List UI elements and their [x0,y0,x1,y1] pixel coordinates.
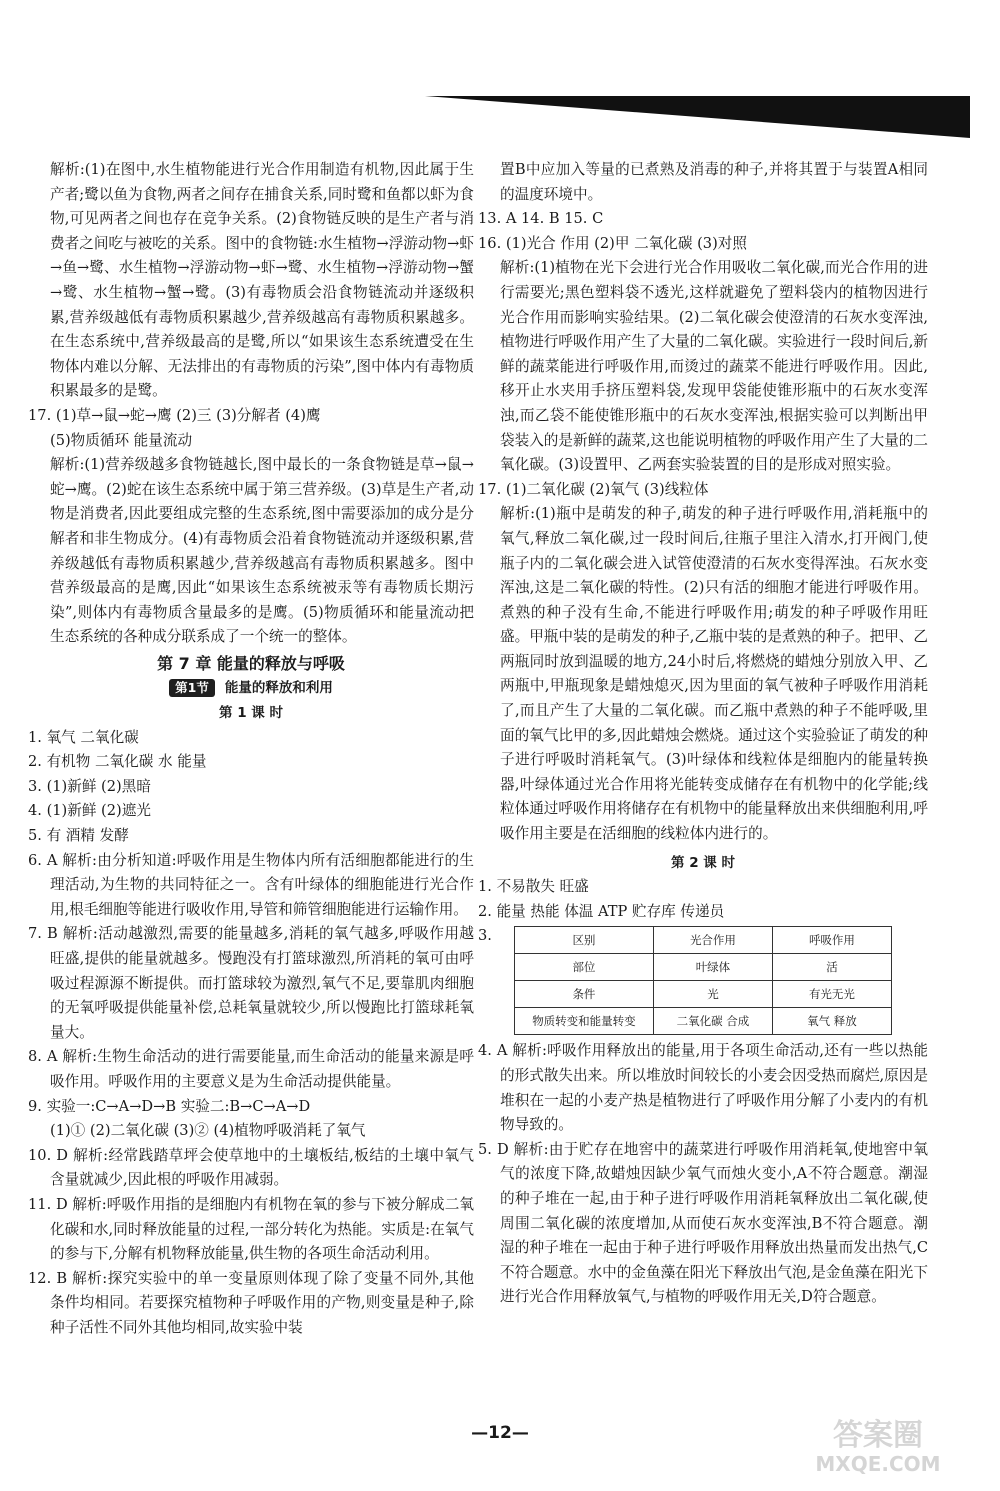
answer-17-part5: (5)物质循环 能量流动 [50,431,193,449]
table-cell: 物质转变和能量转变 [514,1008,653,1035]
answer-13-15: 13. A 14. B 15. C [478,210,604,228]
answer-5: 5. 有 酒精 发酵 [28,827,129,845]
table-cell: 区别 [514,927,653,954]
table-row [514,1008,891,1035]
answer-12-continued: 置B中应加入等量的已煮熟及消毒的种子,并将其置于与装置A相同的温度环境中。 [500,161,928,203]
answer-2: 2. 有机物 二氧化碳 水 能量 [28,753,207,771]
lesson-2-title: 第 2 课 时 [671,854,735,871]
answer-17-analysis: 解析:(1)瓶中是萌发的种子,萌发的种子进行呼吸作用,消耗瓶中的氧气,释放二氧化碳,过一段时间后,往瓶子里注入清水,打开阀门,使瓶子内的二氧化碳会进入试管使澄清的石灰水变得浑浊。石灰水变浑浊,这是二氧化碳的特性。(2)只有活的细胞才能进行呼吸作用。煮熟的种子没有生命,不能进行呼吸作用;萌发的种子呼吸作用旺盛。甲瓶中装的是萌发的种子,乙瓶中装的是煮熟的种子。把甲、乙两瓶同时放到温暖的地方,24小时后,将燃烧的蜡烛分别放入甲、乙两瓶中,甲瓶现象是蜡烛熄灭,因为里面的氧气被种子呼吸作用消耗了,而且产生了大量的二氧化碳。而乙瓶中煮熟的种子不能呼吸,里面的氧气比甲的多,因此蜡烛会燃烧。通过这个实验验证了萌发的种子进行呼吸时消耗氧气。(3)叶绿体和线粒体是细胞内的能量转换器,叶绿体通过光合作用将光能转变成储存在有机物中的化学能;线粒体通过呼吸作用将储存在有机物中的能量释放出来供细胞利用,呼吸作用主要是在活细胞的线粒体内进行的。 [500,505,928,843]
lesson2-answer-3 [478,924,928,1039]
answer-16: 16. (1)光合 作用 (2)甲 二氧化碳 (3)对照 [478,234,747,252]
left-column [28,158,474,1341]
table-cell: 条件 [514,981,653,1008]
table-cell: 呼吸作用 [772,927,891,954]
table-cell: 氧气 释放 [772,1008,891,1035]
right-column [478,158,928,1310]
answer-9: 9. 实验一:C→A→D→B 实验二:B→C→A→D [28,1097,311,1115]
table-row [514,954,891,981]
answer-12: 12. B 解析:探究实验中的单一变量原则体现了除了变量不同外,其他条件均相同。若要探究植物种子呼吸作用的产物,则变量是种子,除种子活性不同外其他均相同,故实验中装 [28,1269,474,1336]
lesson2-answer-5: 5. D 解析:由于贮存在地窖中的蔬菜进行呼吸作用消耗氧,使地窖中氧气的浓度下降,故蜡烛因缺少氧气而烛火变小,A不符合题意。潮湿的种子堆在一起,由于种子进行呼吸作用消耗氧释放出二氧化碳,使周围二氧化碳的浓度增加,从而使石灰水变浑浊,B不符合题意。潮湿的种子堆在一起由于种子进行呼吸作用释放出热量而发出热气,C不符合题意。水中的金鱼藻在阳光下释放出气泡,是金鱼藻在阳光下进行光合作用释放氧气,与植物的呼吸作用无关,D符合题意。 [478,1140,928,1306]
section-badge: 第1节 [169,679,215,697]
table-cell: 叶绿体 [653,954,772,981]
lesson2-answer-2: 2. 能量 热能 体温 ATP 贮存库 传递员 [478,902,725,920]
chapter-title: 第 7 章 能量的释放与呼吸 [157,653,345,673]
answer-7: 7. B 解析:活动越激烈,需要的能量越多,消耗的氧气越多,呼吸作用越旺盛,提供的能量就越多。慢跑没有打篮球激烈,所消耗的氧可由呼吸过程源源不断提供。而打篮球较为激烈,氧气不足,要靠肌肉细胞的无氧呼吸提供能量补偿,总耗氧量就较少,所以慢跑比打篮球耗氧量大。 [28,925,474,1041]
table-cell: 活 [772,954,891,981]
answer-16-analysis: 解析:(1)植物在光下会进行光合作用吸收二氧化碳,而光合作用的进行需要光;黑色塑料袋不透光,这样就避免了塑料袋内的植物因进行光合作用而影响实验结果。(2)二氧化碳会使澄清的石灰水变浑浊,植物进行呼吸作用产生了大量的二氧化碳。实验进行一段时间后,新鲜的蔬菜能进行呼吸作用,而烫过的蔬菜不能进行呼吸作用。因此,移开止水夹用手挤压塑料袋,发现甲袋能使锥形瓶中的石灰水变浑浊,而乙袋不能使锥形瓶中的石灰水变浑浊,根据实验可以判断出甲袋装入的是新鲜的蔬菜,这也能说明植物的呼吸作用产生了大量的二氧化碳。(3)设置甲、乙两套实验装置的目的是形成对照实验。 [500,259,928,474]
lesson2-answer-1: 1. 不易散失 旺盛 [478,878,589,896]
answer-9-parts: (1)① (2)二氧化碳 (3)② (4)植物呼吸消耗了氧气 [50,1122,366,1140]
page-number: —12— [471,1423,529,1443]
answer-17: 17. (1)草→鼠→蛇→鹰 (2)三 (3)分解者 (4)鹰 [28,406,321,424]
header-bar-decoration [425,96,970,138]
answer-17: 17. (1)二氧化碳 (2)氧气 (3)线粒体 [478,480,709,498]
answer-3-number: 3. [478,927,492,945]
analysis-paragraph: 解析:(1)在图中,水生植物能进行光合作用制造有机物,因此属于生产者;鹭以鱼为食物,两者之间存在捕食关系,同时鹭和鱼都以虾为食物,可见两者之间也存在竞争关系。(2)食物链反映的是生产者与消费者之间吃与被吃的关系。图中的食物链:水生植物→浮游动物→虾→鱼→鹭、水生植物→浮游动物→虾→鹭、水生植物→浮游动物→蟹→鹭、水生植物→蟹→鹭。(3)有毒物质会沿食物链流动并逐级积累,营养级越低有毒物质积累越少,营养级越高有毒物质积累越多。在生态系统中,营养级最高的是鹭,所以“如果该生态系统遭受在生物体内难以分解、无法排出的有毒物质的污染”,图中体内有毒物质积累最多的是鹭。 [50,161,474,400]
lesson2-answer-4: 4. A 解析:呼吸作用释放出的能量,用于各项生命活动,还有一些以热能的形式散失出来。所以堆放时间较长的小麦会因受热而腐烂,原因是堆积在一起的小麦产热是植物进行了呼吸作用分解了小麦内的有机物导致的。 [478,1042,928,1134]
section-title: 能量的释放和利用 [224,680,333,697]
lesson-1-title: 第 1 课 时 [219,705,283,722]
table-cell: 二氧化碳 合成 [653,1008,772,1035]
watermark-line1: 答案圈 [833,1418,923,1453]
answer-6: 6. A 解析:由分析知道:呼吸作用是生物体内所有活细胞都能进行的生理活动,为生物的共同特征之一。含有叶绿体的细胞能进行光合作用,根毛细胞等能进行吸收作用,导管和筛管细胞能进行运输作用。 [28,851,474,918]
comparison-table [514,926,892,1035]
answer-4: 4. (1)新鲜 (2)遮光 [28,802,151,820]
answer-3: 3. (1)新鲜 (2)黑暗 [28,777,151,795]
table-cell: 光 [653,981,772,1008]
watermark-logo [778,1409,978,1479]
answer-11: 11. D 解析:呼吸作用指的是细胞内有机物在氧的参与下被分解成二氧化碳和水,同时释放能量的过程,一部分转化为热能。实质是:在氧气的参与下,分解有机物释放能量,供生物的各项生命活动利用。 [28,1195,474,1263]
section-heading [28,676,474,701]
table-cell: 有光无光 [772,981,891,1008]
table-cell: 光合作用 [653,927,772,954]
watermark-line2: MXQE.COM [815,1452,941,1476]
answer-8: 8. A 解析:生物生命活动的进行需要能量,而生命活动的能量来源是呼吸作用。呼吸作用的主要意义是为生命活动提供能量。 [28,1048,474,1090]
answer-1: 1. 氧气 二氧化碳 [28,728,139,746]
table-row [514,981,891,1008]
table-row [514,927,891,954]
answer-17-analysis: 解析:(1)营养级越多食物链越长,图中最长的一条食物链是草→鼠→蛇→鹰。(2)蛇在该生态系统中属于第三营养级。(3)草是生产者,动物是消费者,因此要组成完整的生态系统,图中需要添加的成分是分解者和非生物成分。(4)有毒物质会沿着食物链流动并逐级积累,营养级越低有毒物质积累越少,营养级越高有毒物质积累越多。图中营养级最高的是鹰,因此“如果该生态系统被汞等有毒物质长期污染”,则体内有毒物质含量最多的是鹰。(5)物质循环和能量流动把生态系统的各种成分联系成了一个统一的整体。 [50,456,474,646]
table-cell: 部位 [514,954,653,981]
answer-10: 10. D 解析:经常践踏草坪会使草地中的土壤板结,板结的土壤中氧气含量就减少,因此根的呼吸作用减弱。 [28,1146,474,1189]
